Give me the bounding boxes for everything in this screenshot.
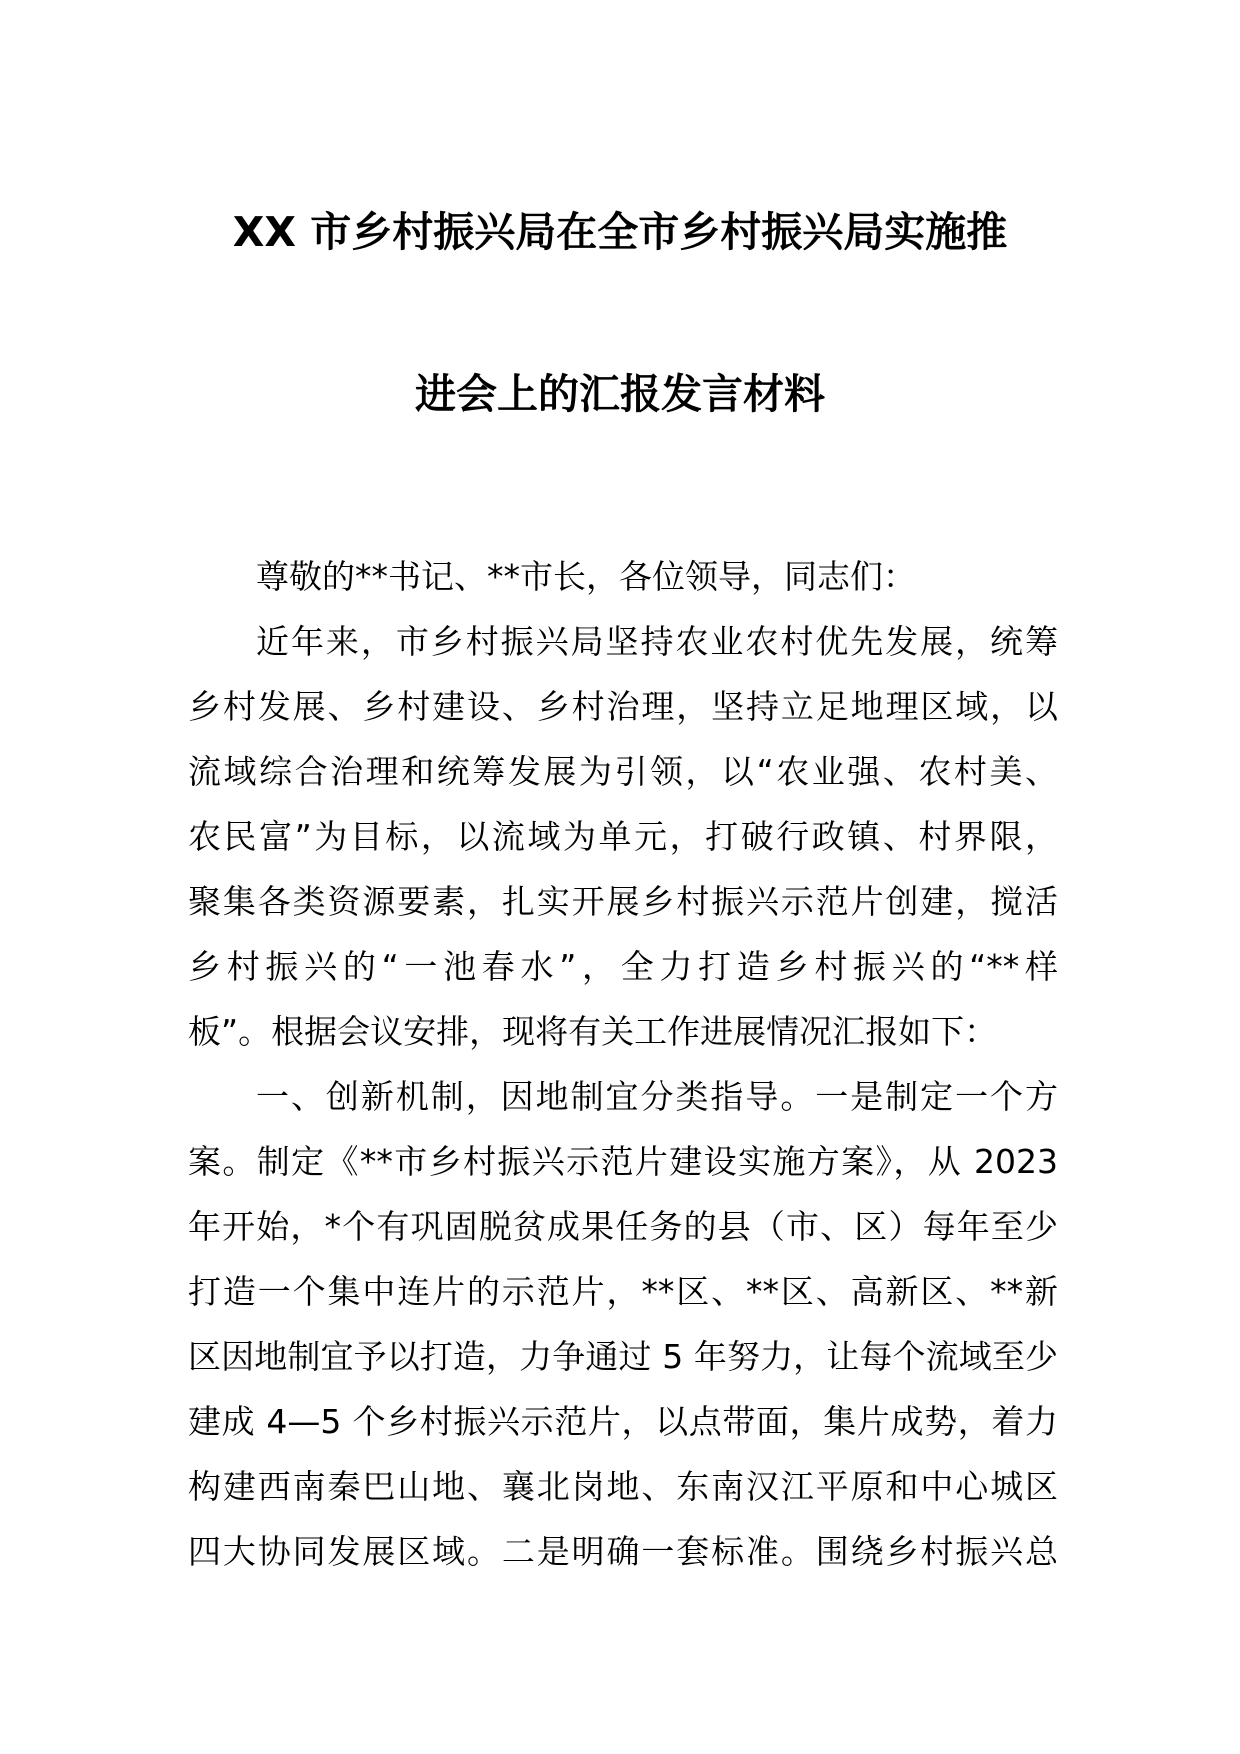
text-line: 流域综合治理和统筹发展为引领，以“农业强、农村美、 <box>188 752 1058 791</box>
text-line: 聚集各类资源要素，扎实开展乡村振兴示范片创建，搅活 <box>188 882 1058 921</box>
paragraph-intro <box>188 609 1058 1064</box>
document-body <box>188 544 1058 1584</box>
text-line: 板”。根据会议安排，现将有关工作进展情况汇报如下： <box>188 1012 998 1051</box>
paragraph-section-one <box>188 1064 1058 1584</box>
document-title-line-1: XX 市乡村振兴局在全市乡村振兴局实施推 <box>232 208 1008 256</box>
text-line: 区因地制宜予以打造，力争通过 5 年努力，让每个流域至少 <box>188 1337 1058 1376</box>
document-title-line-2: 进会上的汇报发言材料 <box>415 370 825 418</box>
text-line: 四大协同发展区域。二是明确一套标准。围绕乡村振兴总 <box>188 1532 1058 1571</box>
text-line: 打造一个集中连片的示范片，**区、**区、高新区、**新 <box>188 1272 1058 1311</box>
text-line: 构建西南秦巴山地、襄北岗地、东南汉江平原和中心城区 <box>188 1467 1058 1506</box>
text-line: 案。制定《**市乡村振兴示范片建设实施方案》，从 2023 <box>188 1142 1058 1181</box>
text-line: 近年来，市乡村振兴局坚持农业农村优先发展，统筹 <box>256 622 1058 661</box>
text-line: 建成 4—5 个乡村振兴示范片，以点带面，集片成势，着力 <box>188 1402 1058 1441</box>
text-line: 年开始，*个有巩固脱贫成果任务的县（市、区）每年至少 <box>188 1207 1058 1246</box>
paragraph-salutation <box>188 544 1058 609</box>
text-line: 尊敬的**书记、**市长，各位领导，同志们： <box>256 557 916 596</box>
text-line: 一、创新机制，因地制宜分类指导。一是制定一个方 <box>256 1077 1058 1116</box>
text-line: 乡村振兴的“一池春水”，全力打造乡村振兴的“**样 <box>188 947 1058 986</box>
text-line: 乡村发展、乡村建设、乡村治理，坚持立足地理区域，以 <box>188 687 1058 726</box>
text-line: 农民富”为目标，以流域为单元，打破行政镇、村界限， <box>188 817 1058 856</box>
